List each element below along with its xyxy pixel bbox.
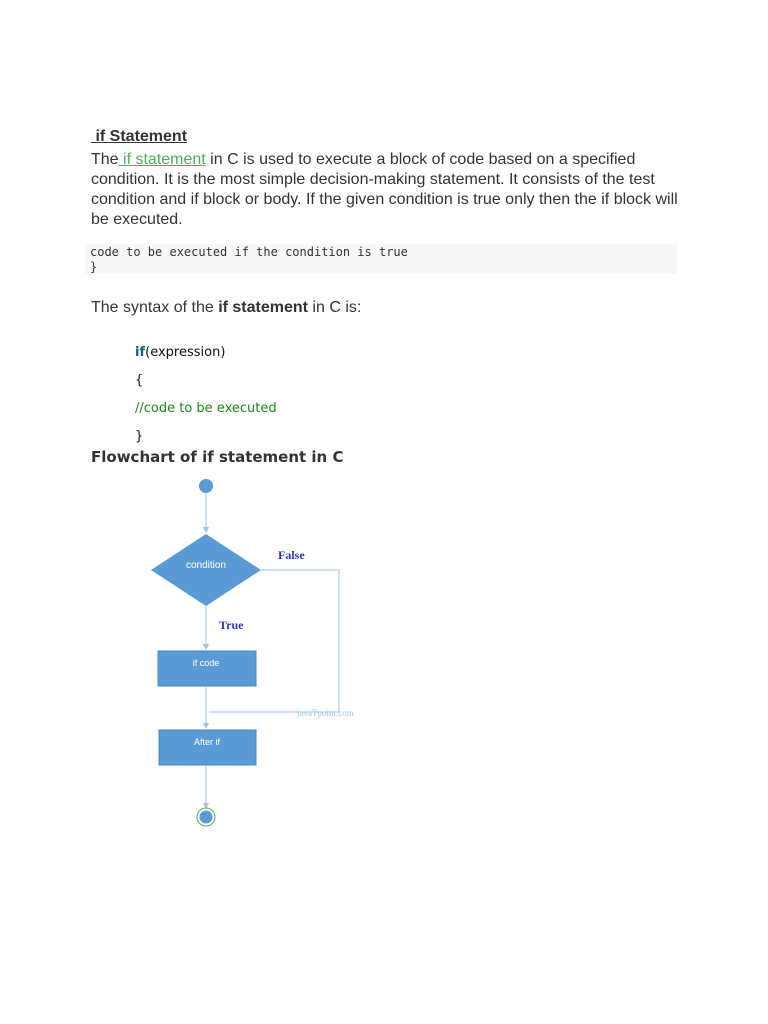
watermark: javaTpoint.com xyxy=(297,708,354,718)
syntax-text-start: The syntax of the xyxy=(91,299,219,316)
if-code-label: if code xyxy=(192,658,220,668)
syntax-text-end: in C is: xyxy=(307,299,362,316)
expression-text: (expression) xyxy=(145,345,226,360)
syntax-bold-term: if statement xyxy=(218,299,308,316)
after-if-label: After if xyxy=(193,737,221,747)
code-line: } xyxy=(90,260,98,274)
false-label: False xyxy=(278,548,305,562)
if-statement-link[interactable]: if statement xyxy=(118,151,206,168)
true-label: True xyxy=(219,618,244,632)
flowchart-heading: Flowchart of if statement in C xyxy=(91,448,344,466)
if-code-box xyxy=(158,651,256,686)
syntax-code-line-2: { xyxy=(135,373,144,388)
intro-text-start: The xyxy=(91,151,119,168)
after-if-box xyxy=(159,730,256,765)
intro-text-rest: in C is used to execute a block of code based on a specified condition. It is the most simple decision-making statement. It consists of the test condition and if block or body. If the given condition is true only then the if block will be executed. xyxy=(91,151,678,228)
syntax-code-comment: //code to be executed xyxy=(135,401,277,416)
condition-label: condition xyxy=(185,560,227,571)
syntax-code-line-4: } xyxy=(135,429,144,444)
false-branch-line xyxy=(209,570,339,712)
if-keyword: if xyxy=(135,345,146,360)
section-heading: if Statement xyxy=(91,128,188,145)
code-line: code to be executed if the condition is true xyxy=(90,245,408,259)
start-node xyxy=(199,479,213,493)
end-node xyxy=(200,811,213,824)
